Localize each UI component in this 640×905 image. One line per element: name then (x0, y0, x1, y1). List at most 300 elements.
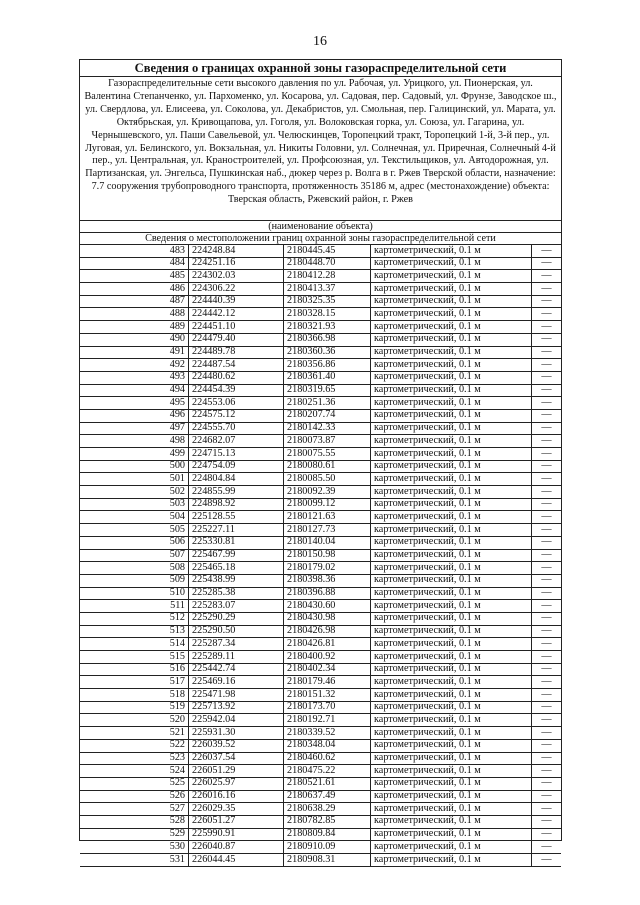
dash-cell: — (532, 549, 562, 562)
dash-cell: — (532, 333, 562, 346)
table-row (80, 638, 561, 651)
object-description: Газораспределительные сети высокого давления по ул. Рабочая, ул. Урицкого, ул. Пионерская, ул. Валентина Степанченко, ул. Пархоменко, ул. Косарова, ул. Садовая, пер. Садовый, ул. Фрунзе, Заводское ш., ул. Свердлова, ул. Елисеева, ул. Соколова, ул. Декабристов, ул. Смольная, пер. Галицинский, ул. Марата, ул. Октябрьская, ул. Кривощапова, ул. Гоголя, ул. Волоковская горка, ул. Союза, ул. Гагарина, ул. Чернышевского, ул. Паши Савельевой, ул. Челюскинцев, Торопецкий тракт, Торопецкий 1-й, 3-й пер., ул. Луговая, ул. Белинского, ул. Вокзальная, ул. Никиты Головни, ул. Солнечная, ул. Приречная, Солнечный 4-й пер., ул. Центральная, ул. Краностроителей, ул. Профсоюзная, ул. Текстильщиков, ул. Автодорожная, ул. Партизанская, ул. Энгельса, Пушкинская наб., дюкер через р. Волга в г. Ржев Тверской области, назначение: 7.7 сооружения трубопроводного транспорта, протяженность 35186 м, адрес (местонахождение) объекта: Тверская область, Ржевский район, г. Ржев (84, 78, 557, 206)
document-table (79, 59, 562, 865)
determination-method: картометрический, 0.1 м (371, 777, 532, 790)
coordinate-x: 226039.52 (189, 739, 284, 752)
coordinate-x: 224715.13 (189, 448, 284, 461)
determination-method: картометрический, 0.1 м (371, 473, 532, 486)
dash-cell: — (532, 739, 562, 752)
point-number: 522 (80, 739, 189, 752)
coordinate-y: 2180400.92 (284, 651, 371, 664)
dash-cell: — (532, 752, 562, 765)
table-row (80, 422, 561, 435)
coordinate-x: 225467.99 (189, 549, 284, 562)
table-row (80, 486, 561, 499)
coordinate-x: 224479.40 (189, 333, 284, 346)
table-row (80, 777, 561, 790)
table-row (80, 346, 561, 359)
dash-cell: — (532, 422, 562, 435)
table-row (80, 727, 561, 740)
coordinate-x: 226025.97 (189, 777, 284, 790)
table-row (80, 752, 561, 765)
determination-method: картометрический, 0.1 м (371, 701, 532, 714)
determination-method: картометрический, 0.1 м (371, 308, 532, 321)
dash-cell: — (532, 257, 562, 270)
dash-cell: — (532, 435, 562, 448)
point-number: 530 (80, 841, 189, 854)
coordinate-x: 225469.16 (189, 676, 284, 689)
coordinate-y: 2180396.88 (284, 587, 371, 600)
dash-cell: — (532, 536, 562, 549)
dash-cell: — (532, 321, 562, 334)
point-number: 512 (80, 612, 189, 625)
point-number: 495 (80, 397, 189, 410)
determination-method: картометрический, 0.1 м (371, 524, 532, 537)
coordinate-y: 2180328.15 (284, 308, 371, 321)
table-row (80, 333, 561, 346)
determination-method: картометрический, 0.1 м (371, 727, 532, 740)
coordinate-x: 224248.84 (189, 245, 284, 257)
coordinate-y: 2180173.70 (284, 701, 371, 714)
coordinate-y: 2180413.37 (284, 283, 371, 296)
point-number: 493 (80, 371, 189, 384)
dash-cell: — (532, 498, 562, 511)
coordinate-y: 2180179.02 (284, 562, 371, 575)
table-row (80, 384, 561, 397)
object-label: (наименование объекта) (80, 220, 561, 233)
point-number: 498 (80, 435, 189, 448)
table-row (80, 587, 561, 600)
table-row (80, 295, 561, 308)
table-row (80, 803, 561, 816)
table-row (80, 435, 561, 448)
coordinate-y: 2180402.34 (284, 663, 371, 676)
table-row (80, 841, 561, 854)
table-row (80, 409, 561, 422)
coordinate-x: 224555.70 (189, 422, 284, 435)
dash-cell: — (532, 486, 562, 499)
coordinate-x: 225990.91 (189, 828, 284, 841)
point-number: 499 (80, 448, 189, 461)
coordinate-y: 2180075.55 (284, 448, 371, 461)
coordinate-x: 226044.45 (189, 854, 284, 867)
determination-method: картометрический, 0.1 м (371, 257, 532, 270)
dash-cell: — (532, 524, 562, 537)
coordinate-y: 2180360.36 (284, 346, 371, 359)
dash-cell: — (532, 803, 562, 816)
table-row (80, 689, 561, 702)
dash-cell: — (532, 612, 562, 625)
point-number: 501 (80, 473, 189, 486)
coordinate-y: 2180412.28 (284, 270, 371, 283)
point-number: 497 (80, 422, 189, 435)
coordinate-y: 2180151.32 (284, 689, 371, 702)
coordinate-x: 226037.54 (189, 752, 284, 765)
coordinate-x: 226029.35 (189, 803, 284, 816)
point-number: 514 (80, 638, 189, 651)
dash-cell: — (532, 562, 562, 575)
coordinate-x: 224442.12 (189, 308, 284, 321)
coordinate-y: 2180460.62 (284, 752, 371, 765)
table-row (80, 600, 561, 613)
dash-cell: — (532, 815, 562, 828)
coordinate-y: 2180319.65 (284, 384, 371, 397)
coordinate-y: 2180366.98 (284, 333, 371, 346)
coordinate-y: 2180908.31 (284, 854, 371, 867)
coordinate-y: 2180099.12 (284, 498, 371, 511)
point-number: 517 (80, 676, 189, 689)
coordinate-x: 225438.99 (189, 574, 284, 587)
determination-method: картометрический, 0.1 м (371, 397, 532, 410)
determination-method: картометрический, 0.1 м (371, 321, 532, 334)
table-row (80, 308, 561, 321)
table-row (80, 625, 561, 638)
coordinate-x: 225287.34 (189, 638, 284, 651)
determination-method: картометрический, 0.1 м (371, 676, 532, 689)
coordinate-y: 2180361.40 (284, 371, 371, 384)
determination-method: картометрический, 0.1 м (371, 511, 532, 524)
table-row (80, 663, 561, 676)
determination-method: картометрический, 0.1 м (371, 689, 532, 702)
dash-cell: — (532, 714, 562, 727)
determination-method: картометрический, 0.1 м (371, 549, 532, 562)
coordinate-y: 2180321.93 (284, 321, 371, 334)
point-number: 521 (80, 727, 189, 740)
coordinate-y: 2180150.98 (284, 549, 371, 562)
coordinate-y: 2180430.98 (284, 612, 371, 625)
point-number: 508 (80, 562, 189, 575)
coordinate-x: 225283.07 (189, 600, 284, 613)
determination-method: картометрический, 0.1 м (371, 600, 532, 613)
coordinate-x: 224302.03 (189, 270, 284, 283)
table-row (80, 651, 561, 664)
coordinate-y: 2180127.73 (284, 524, 371, 537)
coordinate-y: 2180475.22 (284, 765, 371, 778)
coordinate-y: 2180430.60 (284, 600, 371, 613)
coordinate-y: 2180637.49 (284, 790, 371, 803)
coordinate-x: 224898.92 (189, 498, 284, 511)
dash-cell: — (532, 651, 562, 664)
coordinate-x: 225227.11 (189, 524, 284, 537)
determination-method: картометрический, 0.1 м (371, 841, 532, 854)
dash-cell: — (532, 638, 562, 651)
point-number: 509 (80, 574, 189, 587)
coordinate-y: 2180448.70 (284, 257, 371, 270)
table-row (80, 676, 561, 689)
table-row (80, 245, 561, 257)
coordinate-x: 224306.22 (189, 283, 284, 296)
table-row (80, 257, 561, 270)
dash-cell: — (532, 460, 562, 473)
dash-cell: — (532, 308, 562, 321)
coordinate-y: 2180092.39 (284, 486, 371, 499)
dash-cell: — (532, 765, 562, 778)
determination-method: картометрический, 0.1 м (371, 815, 532, 828)
document-title: Сведения о границах охранной зоны газораспределительной сети (80, 60, 561, 77)
point-number: 529 (80, 828, 189, 841)
dash-cell: — (532, 701, 562, 714)
point-number: 528 (80, 815, 189, 828)
coordinate-x: 224487.54 (189, 359, 284, 372)
coordinate-y: 2180179.46 (284, 676, 371, 689)
point-number: 518 (80, 689, 189, 702)
point-number: 500 (80, 460, 189, 473)
table-row (80, 270, 561, 283)
coordinate-y: 2180426.81 (284, 638, 371, 651)
determination-method: картометрический, 0.1 м (371, 765, 532, 778)
coordinate-y: 2180207.74 (284, 409, 371, 422)
coordinate-x: 224804.84 (189, 473, 284, 486)
dash-cell: — (532, 574, 562, 587)
point-number: 527 (80, 803, 189, 816)
point-number: 520 (80, 714, 189, 727)
coordinate-y: 2180142.33 (284, 422, 371, 435)
coordinate-x: 225290.50 (189, 625, 284, 638)
page-number: 16 (313, 34, 327, 49)
determination-method: картометрический, 0.1 м (371, 638, 532, 651)
coordinate-x: 224251.16 (189, 257, 284, 270)
point-number: 503 (80, 498, 189, 511)
point-number: 515 (80, 651, 189, 664)
determination-method: картометрический, 0.1 м (371, 854, 532, 867)
point-number: 505 (80, 524, 189, 537)
dash-cell: — (532, 625, 562, 638)
dash-cell: — (532, 409, 562, 422)
dash-cell: — (532, 473, 562, 486)
determination-method: картометрический, 0.1 м (371, 828, 532, 841)
determination-method: картометрический, 0.1 м (371, 422, 532, 435)
determination-method: картометрический, 0.1 м (371, 714, 532, 727)
coordinate-y: 2180356.86 (284, 359, 371, 372)
determination-method: картометрический, 0.1 м (371, 803, 532, 816)
table-row (80, 562, 561, 575)
coordinates-table (80, 245, 561, 867)
determination-method: картометрический, 0.1 м (371, 612, 532, 625)
coordinate-y: 2180521.61 (284, 777, 371, 790)
dash-cell: — (532, 397, 562, 410)
determination-method: картометрический, 0.1 м (371, 562, 532, 575)
point-number: 531 (80, 854, 189, 867)
determination-method: картометрический, 0.1 м (371, 409, 532, 422)
coordinate-y: 2180325.35 (284, 295, 371, 308)
table-row (80, 524, 561, 537)
coordinate-y: 2180251.36 (284, 397, 371, 410)
coordinate-y: 2180398.36 (284, 574, 371, 587)
coordinate-x: 226051.29 (189, 765, 284, 778)
dash-cell: — (532, 371, 562, 384)
table-row (80, 574, 561, 587)
coordinate-x: 225931.30 (189, 727, 284, 740)
dash-cell: — (532, 828, 562, 841)
coordinate-x: 225289.11 (189, 651, 284, 664)
location-header: Сведения о местоположении границ охранной зоны газораспределительной сети (80, 233, 561, 245)
point-number: 506 (80, 536, 189, 549)
determination-method: картометрический, 0.1 м (371, 384, 532, 397)
coordinate-x: 224454.39 (189, 384, 284, 397)
coordinate-x: 225942.04 (189, 714, 284, 727)
coordinate-x: 226051.27 (189, 815, 284, 828)
point-number: 504 (80, 511, 189, 524)
table-row (80, 828, 561, 841)
determination-method: картометрический, 0.1 м (371, 498, 532, 511)
determination-method: картометрический, 0.1 м (371, 536, 532, 549)
determination-method: картометрический, 0.1 м (371, 625, 532, 638)
determination-method: картометрический, 0.1 м (371, 739, 532, 752)
determination-method: картометрический, 0.1 м (371, 435, 532, 448)
coordinate-x: 224440.39 (189, 295, 284, 308)
point-number: 507 (80, 549, 189, 562)
point-number: 516 (80, 663, 189, 676)
table-row (80, 765, 561, 778)
dash-cell: — (532, 854, 562, 867)
dash-cell: — (532, 790, 562, 803)
coordinate-x: 225442.74 (189, 663, 284, 676)
dash-cell: — (532, 245, 562, 257)
table-row (80, 739, 561, 752)
coordinate-x: 224553.06 (189, 397, 284, 410)
table-row (80, 397, 561, 410)
determination-method: картометрический, 0.1 м (371, 270, 532, 283)
determination-method: картометрический, 0.1 м (371, 651, 532, 664)
dash-cell: — (532, 663, 562, 676)
coordinate-y: 2180140.04 (284, 536, 371, 549)
dash-cell: — (532, 448, 562, 461)
coordinate-y: 2180910.09 (284, 841, 371, 854)
point-number: 485 (80, 270, 189, 283)
point-number: 483 (80, 245, 189, 257)
point-number: 496 (80, 409, 189, 422)
table-row (80, 536, 561, 549)
dash-cell: — (532, 511, 562, 524)
table-row (80, 549, 561, 562)
point-number: 511 (80, 600, 189, 613)
table-row (80, 511, 561, 524)
determination-method: картометрический, 0.1 м (371, 587, 532, 600)
table-row (80, 359, 561, 372)
table-row (80, 701, 561, 714)
point-number: 510 (80, 587, 189, 600)
coordinate-y: 2180426.98 (284, 625, 371, 638)
determination-method: картометрический, 0.1 м (371, 448, 532, 461)
coordinate-y: 2180638.29 (284, 803, 371, 816)
point-number: 526 (80, 790, 189, 803)
coordinate-x: 225285.38 (189, 587, 284, 600)
dash-cell: — (532, 346, 562, 359)
determination-method: картометрический, 0.1 м (371, 245, 532, 257)
dash-cell: — (532, 359, 562, 372)
point-number: 489 (80, 321, 189, 334)
table-row (80, 714, 561, 727)
table-row (80, 448, 561, 461)
point-number: 491 (80, 346, 189, 359)
coordinates-table-body (80, 245, 561, 866)
dash-cell: — (532, 295, 562, 308)
dash-cell: — (532, 270, 562, 283)
point-number: 488 (80, 308, 189, 321)
coordinate-x: 224575.12 (189, 409, 284, 422)
dash-cell: — (532, 384, 562, 397)
coordinate-x: 224451.10 (189, 321, 284, 334)
coordinate-x: 225713.92 (189, 701, 284, 714)
table-row (80, 473, 561, 486)
coordinate-y: 2180339.52 (284, 727, 371, 740)
table-row (80, 790, 561, 803)
coordinate-y: 2180085.50 (284, 473, 371, 486)
point-number: 484 (80, 257, 189, 270)
point-number: 519 (80, 701, 189, 714)
table-row (80, 371, 561, 384)
coordinate-x: 224489.78 (189, 346, 284, 359)
determination-method: картометрический, 0.1 м (371, 486, 532, 499)
determination-method: картометрический, 0.1 м (371, 663, 532, 676)
determination-method: картометрический, 0.1 м (371, 371, 532, 384)
point-number: 486 (80, 283, 189, 296)
determination-method: картометрический, 0.1 м (371, 460, 532, 473)
table-row (80, 498, 561, 511)
determination-method: картометрический, 0.1 м (371, 574, 532, 587)
coordinate-y: 2180073.87 (284, 435, 371, 448)
determination-method: картометрический, 0.1 м (371, 333, 532, 346)
coordinate-y: 2180192.71 (284, 714, 371, 727)
coordinate-x: 225128.55 (189, 511, 284, 524)
table-row (80, 460, 561, 473)
dash-cell: — (532, 587, 562, 600)
coordinate-y: 2180445.45 (284, 245, 371, 257)
point-number: 502 (80, 486, 189, 499)
dash-cell: — (532, 727, 562, 740)
dash-cell: — (532, 841, 562, 854)
point-number: 492 (80, 359, 189, 372)
dash-cell: — (532, 600, 562, 613)
coordinate-x: 225290.29 (189, 612, 284, 625)
coordinate-y: 2180782.85 (284, 815, 371, 828)
coordinate-y: 2180809.84 (284, 828, 371, 841)
dash-cell: — (532, 689, 562, 702)
determination-method: картометрический, 0.1 м (371, 295, 532, 308)
table-row (80, 283, 561, 296)
coordinate-y: 2180121.63 (284, 511, 371, 524)
point-number: 494 (80, 384, 189, 397)
coordinate-x: 225471.98 (189, 689, 284, 702)
point-number: 513 (80, 625, 189, 638)
coordinate-x: 225465.18 (189, 562, 284, 575)
point-number: 524 (80, 765, 189, 778)
dash-cell: — (532, 283, 562, 296)
point-number: 525 (80, 777, 189, 790)
determination-method: картометрический, 0.1 м (371, 359, 532, 372)
determination-method: картометрический, 0.1 м (371, 283, 532, 296)
determination-method: картометрический, 0.1 м (371, 346, 532, 359)
coordinate-y: 2180080.61 (284, 460, 371, 473)
coordinate-x: 224855.99 (189, 486, 284, 499)
table-row (80, 612, 561, 625)
table-row (80, 854, 561, 867)
coordinate-y: 2180348.04 (284, 739, 371, 752)
coordinate-x: 224682.07 (189, 435, 284, 448)
coordinate-x: 226016.16 (189, 790, 284, 803)
dash-cell: — (532, 777, 562, 790)
point-number: 523 (80, 752, 189, 765)
determination-method: картометрический, 0.1 м (371, 752, 532, 765)
dash-cell: — (532, 676, 562, 689)
coordinate-x: 224480.62 (189, 371, 284, 384)
coordinate-x: 224754.09 (189, 460, 284, 473)
point-number: 490 (80, 333, 189, 346)
point-number: 487 (80, 295, 189, 308)
table-row (80, 815, 561, 828)
determination-method: картометрический, 0.1 м (371, 790, 532, 803)
coordinate-x: 226040.87 (189, 841, 284, 854)
